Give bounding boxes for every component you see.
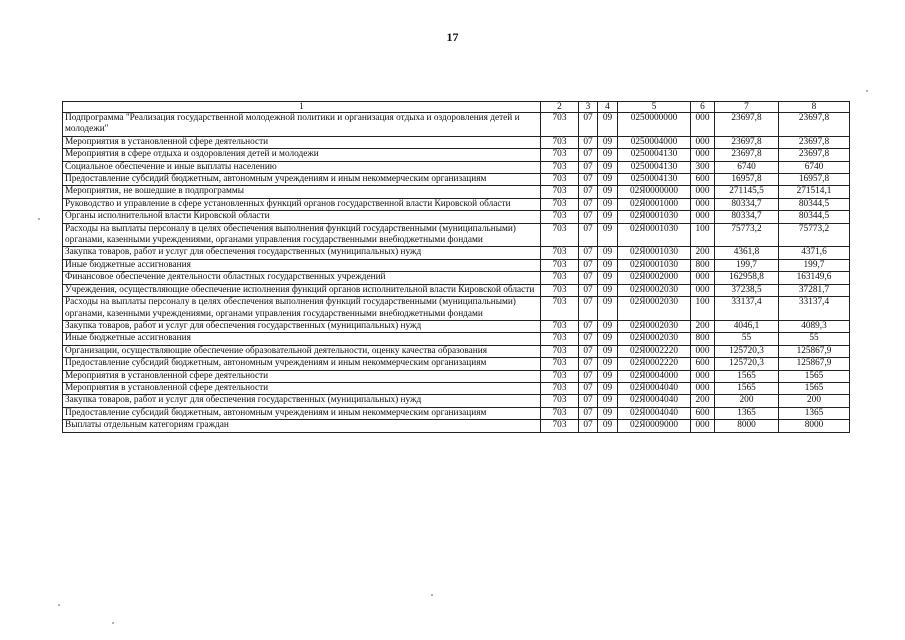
amount-cell: 8000: [715, 420, 779, 432]
amount-cell: 8000: [779, 420, 850, 432]
amount-cell: 55: [715, 333, 779, 345]
expense-type-cell: 000: [691, 136, 715, 148]
amount-cell: 271145,5: [715, 186, 779, 198]
subsection-cell: 09: [598, 345, 618, 357]
expense-type-cell: 000: [691, 198, 715, 210]
section-cell: 07: [579, 211, 598, 223]
header-cell: 4: [598, 102, 618, 113]
amount-cell: 125867,9: [779, 345, 850, 357]
target-article-cell: 0250000000: [618, 113, 691, 137]
subsection-cell: 09: [598, 174, 618, 186]
row-name-cell: Социальное обеспечение и иные выплаты населению: [63, 161, 541, 173]
section-cell: 07: [579, 259, 598, 271]
row-name-cell: Мероприятия в установленной сфере деятельности: [63, 382, 541, 394]
target-article-cell: 02Я0004040: [618, 407, 691, 419]
expense-type-cell: 000: [691, 272, 715, 284]
target-article-cell: 02Я0002030: [618, 320, 691, 332]
target-article-cell: 02Я0004040: [618, 395, 691, 407]
scan-speck: [58, 604, 60, 606]
row-name-cell: Органы исполнительной власти Кировской области: [63, 211, 541, 223]
code-cell: 703: [541, 320, 579, 332]
expense-type-cell: 300: [691, 161, 715, 173]
amount-cell: 1365: [715, 407, 779, 419]
table-row: [63, 420, 850, 432]
expense-type-cell: 000: [691, 113, 715, 137]
table-row: [63, 174, 850, 186]
expense-type-cell: 000: [691, 149, 715, 161]
expense-type-cell: 000: [691, 345, 715, 357]
table-row: [63, 395, 850, 407]
section-cell: 07: [579, 198, 598, 210]
header-cell: 2: [541, 102, 579, 113]
target-article-cell: 02Я0001030: [618, 223, 691, 247]
row-name-cell: Мероприятия в установленной сфере деятельности: [63, 136, 541, 148]
code-cell: 703: [541, 223, 579, 247]
section-cell: 07: [579, 149, 598, 161]
section-cell: 07: [579, 113, 598, 137]
code-cell: 703: [541, 284, 579, 296]
table-row: [63, 382, 850, 394]
section-cell: 07: [579, 345, 598, 357]
amount-cell: 199,7: [779, 259, 850, 271]
amount-cell: 75773,2: [715, 223, 779, 247]
row-name-cell: Расходы на выплаты персоналу в целях обеспечения выполнения функций государственными (муниципальными) органами, казенными учреждениями, органами управления государственными внебюджетными фондами: [63, 297, 541, 321]
amount-cell: 200: [715, 395, 779, 407]
amount-cell: 23697,8: [779, 136, 850, 148]
target-article-cell: 02Я0002030: [618, 297, 691, 321]
code-cell: 703: [541, 211, 579, 223]
target-article-cell: 02Я0002030: [618, 284, 691, 296]
code-cell: 703: [541, 149, 579, 161]
table-row: [63, 113, 850, 137]
amount-cell: 163149,6: [779, 272, 850, 284]
expense-type-cell: 000: [691, 370, 715, 382]
row-name-cell: Мероприятия в сфере отдыха и оздоровления детей и молодежи: [63, 149, 541, 161]
expense-type-cell: 100: [691, 297, 715, 321]
code-cell: 703: [541, 420, 579, 432]
table-row: [63, 333, 850, 345]
row-name-cell: Иные бюджетные ассигнования: [63, 259, 541, 271]
scan-speck: [431, 594, 433, 596]
target-article-cell: 02Я0009000: [618, 420, 691, 432]
code-cell: 703: [541, 297, 579, 321]
code-cell: 703: [541, 345, 579, 357]
subsection-cell: 09: [598, 284, 618, 296]
amount-cell: 1565: [715, 382, 779, 394]
header-cell: 6: [691, 102, 715, 113]
amount-cell: 37281,7: [779, 284, 850, 296]
subsection-cell: 09: [598, 297, 618, 321]
subsection-cell: 09: [598, 211, 618, 223]
table-row: [63, 272, 850, 284]
section-cell: 07: [579, 320, 598, 332]
expense-type-cell: 600: [691, 407, 715, 419]
section-cell: 07: [579, 247, 598, 259]
code-cell: 703: [541, 370, 579, 382]
target-article-cell: 02Я0002220: [618, 358, 691, 370]
scan-speck: [866, 90, 868, 92]
row-name-cell: Предоставление субсидий бюджетным, автономным учреждениям и иным некоммерческим организациям: [63, 174, 541, 186]
amount-cell: 23697,8: [715, 149, 779, 161]
subsection-cell: 09: [598, 259, 618, 271]
table-row: [63, 161, 850, 173]
subsection-cell: 09: [598, 358, 618, 370]
budget-table: [62, 101, 850, 433]
amount-cell: 4371,6: [779, 247, 850, 259]
amount-cell: 37238,5: [715, 284, 779, 296]
section-cell: 07: [579, 407, 598, 419]
subsection-cell: 09: [598, 407, 618, 419]
header-cell: 7: [715, 102, 779, 113]
amount-cell: 33137,4: [779, 297, 850, 321]
section-cell: 07: [579, 420, 598, 432]
header-row: [63, 102, 850, 113]
header-cell: 3: [579, 102, 598, 113]
target-article-cell: 02Я0001000: [618, 198, 691, 210]
code-cell: 703: [541, 113, 579, 137]
row-name-cell: Мероприятия, не вошедшие в подпрограммы: [63, 186, 541, 198]
target-article-cell: 02Я0002030: [618, 333, 691, 345]
amount-cell: 23697,8: [779, 149, 850, 161]
expense-type-cell: 200: [691, 320, 715, 332]
expense-type-cell: 200: [691, 395, 715, 407]
expense-type-cell: 000: [691, 211, 715, 223]
amount-cell: 125720,3: [715, 345, 779, 357]
code-cell: 703: [541, 247, 579, 259]
row-name-cell: Мероприятия в установленной сфере деятельности: [63, 370, 541, 382]
subsection-cell: 09: [598, 136, 618, 148]
row-name-cell: Закупка товаров, работ и услуг для обеспечения государственных (муниципальных) нужд: [63, 320, 541, 332]
code-cell: 703: [541, 333, 579, 345]
row-name-cell: Предоставление субсидий бюджетным, автономным учреждениям и иным некоммерческим организациям: [63, 407, 541, 419]
subsection-cell: 09: [598, 113, 618, 137]
target-article-cell: 02Я0001030: [618, 211, 691, 223]
code-cell: 703: [541, 259, 579, 271]
table-row: [63, 211, 850, 223]
expense-type-cell: 800: [691, 259, 715, 271]
row-name-cell: Расходы на выплаты персоналу в целях обеспечения выполнения функций государственными (муниципальными) органами, казенными учреждениями, органами управления государственными внебюджетными фондами: [63, 223, 541, 247]
section-cell: 07: [579, 358, 598, 370]
table-row: [63, 284, 850, 296]
code-cell: 703: [541, 136, 579, 148]
scan-speck: [38, 218, 40, 220]
expense-type-cell: 600: [691, 174, 715, 186]
subsection-cell: 09: [598, 149, 618, 161]
section-cell: 07: [579, 284, 598, 296]
code-cell: 703: [541, 186, 579, 198]
code-cell: 703: [541, 161, 579, 173]
expense-type-cell: 600: [691, 358, 715, 370]
amount-cell: 162958,8: [715, 272, 779, 284]
table-row: [63, 407, 850, 419]
subsection-cell: 09: [598, 370, 618, 382]
amount-cell: 33137,4: [715, 297, 779, 321]
section-cell: 07: [579, 186, 598, 198]
amount-cell: 4361,8: [715, 247, 779, 259]
expense-type-cell: 000: [691, 420, 715, 432]
amount-cell: 1565: [779, 382, 850, 394]
section-cell: 07: [579, 382, 598, 394]
table-row: [63, 136, 850, 148]
amount-cell: 6740: [779, 161, 850, 173]
amount-cell: 271514,1: [779, 186, 850, 198]
target-article-cell: 02Я0004000: [618, 370, 691, 382]
table-row: [63, 370, 850, 382]
subsection-cell: 09: [598, 247, 618, 259]
section-cell: 07: [579, 174, 598, 186]
row-name-cell: Предоставление субсидий бюджетным, автономным учреждениям и иным некоммерческим организациям: [63, 358, 541, 370]
subsection-cell: 09: [598, 333, 618, 345]
amount-cell: 16957,8: [779, 174, 850, 186]
row-name-cell: Руководство и управление в сфере установленных функций органов государственной власти Кировской области: [63, 198, 541, 210]
subsection-cell: 09: [598, 382, 618, 394]
section-cell: 07: [579, 297, 598, 321]
code-cell: 703: [541, 382, 579, 394]
target-article-cell: 02Я0002220: [618, 345, 691, 357]
target-article-cell: 0250004000: [618, 136, 691, 148]
amount-cell: 1565: [715, 370, 779, 382]
table-row: [63, 297, 850, 321]
subsection-cell: 09: [598, 272, 618, 284]
amount-cell: 75773,2: [779, 223, 850, 247]
expense-type-cell: 000: [691, 382, 715, 394]
target-article-cell: 0250004130: [618, 174, 691, 186]
amount-cell: 55: [779, 333, 850, 345]
amount-cell: 1365: [779, 407, 850, 419]
target-article-cell: 02Я0000000: [618, 186, 691, 198]
table-row: [63, 186, 850, 198]
row-name-cell: Учреждения, осуществляющие обеспечение исполнения функций органов исполнительной власти Кировской области: [63, 284, 541, 296]
amount-cell: 125720,3: [715, 358, 779, 370]
table-row: [63, 358, 850, 370]
subsection-cell: 09: [598, 420, 618, 432]
table-row: [63, 247, 850, 259]
row-name-cell: Финансовое обеспечение деятельности областных государственных учреждений: [63, 272, 541, 284]
amount-cell: 4089,3: [779, 320, 850, 332]
subsection-cell: 09: [598, 320, 618, 332]
section-cell: 07: [579, 136, 598, 148]
target-article-cell: 02Я0001030: [618, 247, 691, 259]
amount-cell: 4046,1: [715, 320, 779, 332]
section-cell: 07: [579, 272, 598, 284]
row-name-cell: Выплаты отдельным категориям граждан: [63, 420, 541, 432]
section-cell: 07: [579, 161, 598, 173]
table-row: [63, 320, 850, 332]
subsection-cell: 09: [598, 223, 618, 247]
amount-cell: 199,7: [715, 259, 779, 271]
row-name-cell: Подпрограмма "Реализация государственной молодежной политики и организация отдыха и оздоровления детей и молодежи": [63, 113, 541, 137]
amount-cell: 80344,5: [779, 211, 850, 223]
code-cell: 703: [541, 272, 579, 284]
amount-cell: 200: [779, 395, 850, 407]
subsection-cell: 09: [598, 198, 618, 210]
amount-cell: 16957,8: [715, 174, 779, 186]
expense-type-cell: 200: [691, 247, 715, 259]
amount-cell: 80334,7: [715, 198, 779, 210]
row-name-cell: Закупка товаров, работ и услуг для обеспечения государственных (муниципальных) нужд: [63, 247, 541, 259]
header-cell: 1: [63, 102, 541, 113]
expense-type-cell: 100: [691, 223, 715, 247]
amount-cell: 80334,7: [715, 211, 779, 223]
row-name-cell: Иные бюджетные ассигнования: [63, 333, 541, 345]
table-row: [63, 198, 850, 210]
target-article-cell: 0250004130: [618, 161, 691, 173]
target-article-cell: 0250004130: [618, 149, 691, 161]
target-article-cell: 02Я0002000: [618, 272, 691, 284]
amount-cell: 80344,5: [779, 198, 850, 210]
expense-type-cell: 000: [691, 284, 715, 296]
table-row: [63, 259, 850, 271]
table-row: [63, 223, 850, 247]
section-cell: 07: [579, 333, 598, 345]
subsection-cell: 09: [598, 161, 618, 173]
amount-cell: 23697,8: [779, 113, 850, 137]
code-cell: 703: [541, 198, 579, 210]
amount-cell: 1565: [779, 370, 850, 382]
section-cell: 07: [579, 395, 598, 407]
subsection-cell: 09: [598, 395, 618, 407]
code-cell: 703: [541, 407, 579, 419]
header-cell: 5: [618, 102, 691, 113]
amount-cell: 23697,8: [715, 136, 779, 148]
target-article-cell: 02Я0001030: [618, 259, 691, 271]
section-cell: 07: [579, 370, 598, 382]
table-body: [63, 113, 850, 433]
expense-type-cell: 000: [691, 186, 715, 198]
section-cell: 07: [579, 223, 598, 247]
table-row: [63, 345, 850, 357]
table-row: [63, 149, 850, 161]
code-cell: 703: [541, 395, 579, 407]
scan-speck: [112, 622, 114, 624]
code-cell: 703: [541, 174, 579, 186]
amount-cell: 6740: [715, 161, 779, 173]
subsection-cell: 09: [598, 186, 618, 198]
page-number: 17: [446, 30, 459, 44]
header-cell: 8: [779, 102, 850, 113]
row-name-cell: Организации, осуществляющие обеспечение образовательной деятельности, оценку качества образования: [63, 345, 541, 357]
amount-cell: 23697,8: [715, 113, 779, 137]
amount-cell: 125867,9: [779, 358, 850, 370]
code-cell: 703: [541, 358, 579, 370]
expense-type-cell: 800: [691, 333, 715, 345]
row-name-cell: Закупка товаров, работ и услуг для обеспечения государственных (муниципальных) нужд: [63, 395, 541, 407]
target-article-cell: 02Я0004040: [618, 382, 691, 394]
